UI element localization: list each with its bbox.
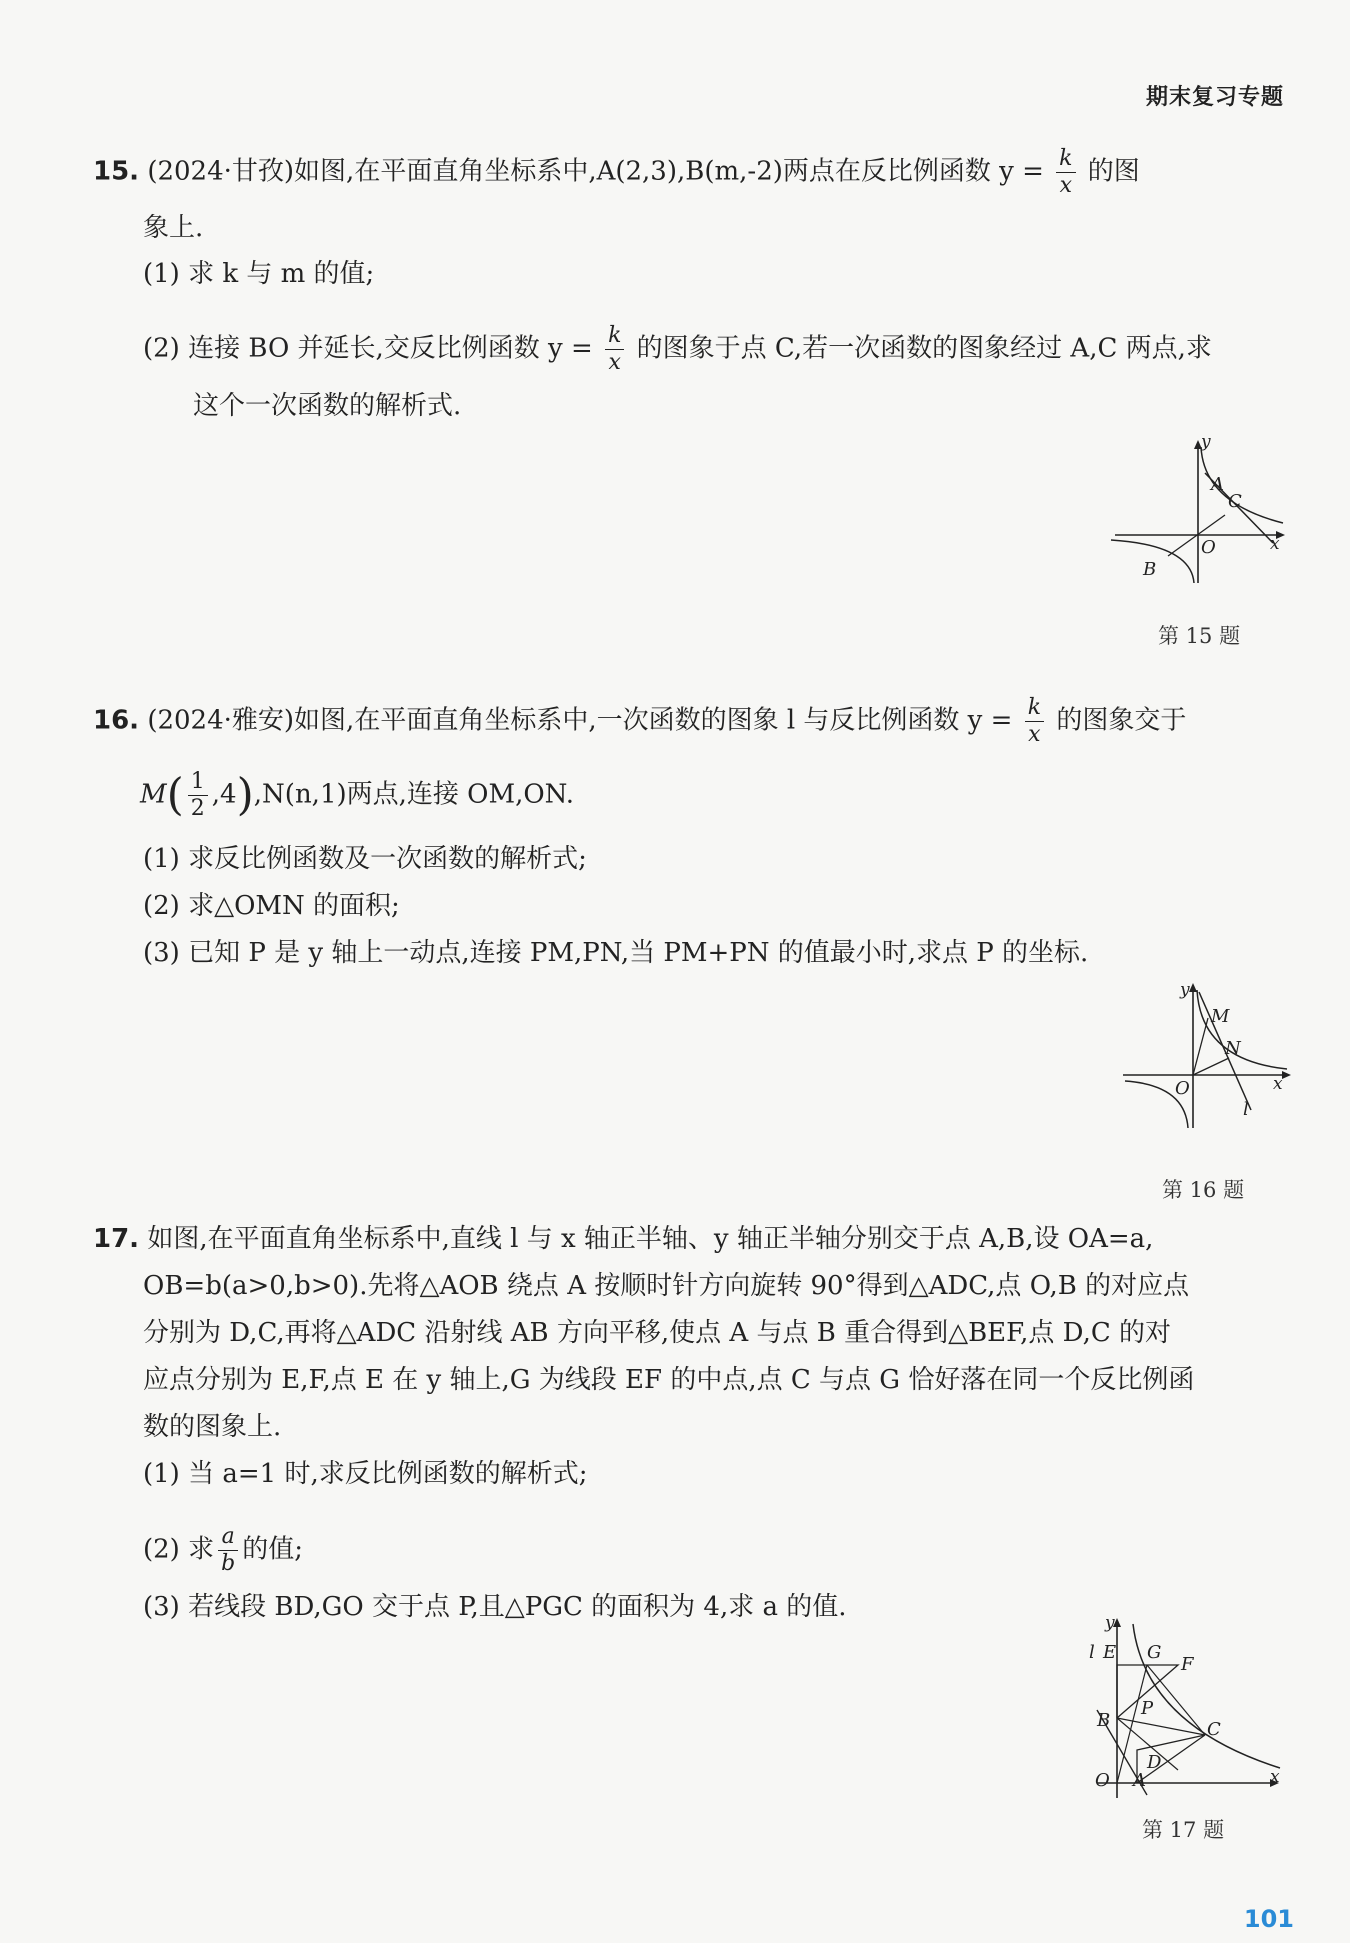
q15-part2-fraction: [605, 325, 624, 374]
q16-part3: (3) 已知 P 是 y 轴上一动点,连接 PM,PN,当 PM+PN 的值最小时,求点 P 的坐标.: [143, 938, 1089, 968]
q16-part1: (1) 求反比例函数及一次函数的解析式;: [143, 844, 587, 874]
q16-point-m: M: [140, 779, 167, 810]
q15-part2-frac-denominator: x: [608, 350, 621, 375]
q15-label-b: B: [1143, 559, 1157, 580]
q15-part1: (1) 求 k 与 m 的值;: [143, 259, 375, 289]
q15-frac-numerator: k: [1056, 148, 1075, 173]
q16-label-o: O: [1175, 1078, 1190, 1099]
q17-label-b: B: [1097, 1710, 1111, 1731]
q16-stem-part1: (2024·雅安)如图,在平面直角坐标系中,一次函数的图象 l 与反比例函数 y =: [147, 705, 1013, 736]
q15-caption: 第 15 题: [1158, 624, 1241, 648]
q17-part2-text-b: 的值;: [242, 1534, 303, 1565]
q17-stem-line2: OB=b(a>0,b>0).先将△AOB 绕点 A 按顺时针方向旋转 90°得到△ADC,点 O,B 的对应点: [143, 1271, 1190, 1301]
q15-part2-frac-numerator: k: [605, 325, 624, 350]
q17-part1: (1) 当 a=1 时,求反比例函数的解析式;: [143, 1459, 588, 1489]
q16-label-x: x: [1273, 1074, 1283, 1094]
q15-stem-line2: 象上.: [143, 213, 204, 243]
q17-label-y: y: [1105, 1613, 1115, 1633]
q16-half-numerator: 1: [188, 771, 208, 796]
q17-fraction-a-over-b: [218, 1526, 238, 1575]
q15-label-o: O: [1201, 537, 1216, 558]
q15-part2-line1: [143, 325, 1212, 374]
q17-figure: [1075, 1610, 1295, 1800]
q17-caption: 第 17 题: [1142, 1818, 1225, 1842]
q15-line1: [93, 148, 1140, 197]
q16-label-y: y: [1180, 980, 1190, 1000]
q17-segment-go: [1117, 1665, 1147, 1783]
q16-segment-on: [1193, 1058, 1229, 1075]
q16-line2: [140, 771, 574, 820]
page-number: 101: [1243, 1905, 1294, 1933]
q16-figure: [1115, 980, 1295, 1130]
q17-label-g: G: [1147, 1642, 1162, 1663]
q15-label-a: A: [1211, 474, 1224, 495]
q17-segment-gc: [1147, 1665, 1205, 1735]
q16-y-arrow-icon: [1189, 983, 1197, 992]
q15-label-y: y: [1201, 435, 1211, 452]
q16-curve-q1: [1197, 990, 1287, 1069]
q16-frac-numerator: k: [1025, 697, 1044, 722]
q17-part3: (3) 若线段 BD,GO 交于点 P,且△PGC 的面积为 4,求 a 的值.: [143, 1592, 847, 1622]
page-header-title: 期末复习专题: [1145, 85, 1284, 110]
q17-label-a: A: [1133, 1770, 1146, 1791]
q15-frac-denominator: x: [1059, 173, 1073, 198]
q15-part2-text-b: 的图象于点 C,若一次函数的图象经过 A,C 两点,求: [636, 333, 1212, 364]
q17-frac-denominator: b: [221, 1551, 236, 1576]
q16-number: 16.: [93, 705, 140, 736]
q16-paren-open: (: [166, 769, 184, 821]
q15-number: 15.: [93, 156, 140, 187]
q16-label-n: N: [1225, 1038, 1241, 1059]
q16-half-denominator: 2: [190, 796, 205, 821]
q16-label-m: M: [1211, 1006, 1230, 1027]
q17-label-x: x: [1270, 1767, 1280, 1787]
q16-segment-om: [1193, 1018, 1208, 1075]
q15-label-c: C: [1228, 491, 1242, 512]
q16-x-arrow-icon: [1282, 1071, 1291, 1079]
q17-stem-line4: 应点分别为 E,F,点 E 在 y 轴上,G 为线段 EF 的中点,点 C 与点 G 恰好落在同一个反比例函: [143, 1365, 1195, 1395]
q17-label-d: D: [1147, 1752, 1162, 1773]
q17-frac-numerator: a: [218, 1526, 238, 1551]
q17-label-o: O: [1095, 1770, 1110, 1791]
q17-label-l: l: [1089, 1642, 1095, 1663]
q17-part2-text-a: (2) 求: [143, 1534, 215, 1565]
q16-paren-close: ): [236, 769, 254, 821]
q16-frac-denominator: x: [1028, 722, 1041, 747]
q17-stem-line1: 如图,在平面直角坐标系中,直线 l 与 x 轴正半轴、y 轴正半轴分别交于点 A,B,设 OA=a,: [147, 1224, 1154, 1254]
q17-label-c: C: [1207, 1719, 1221, 1740]
q15-stem-part2: 的图: [1087, 156, 1140, 187]
q15-stem-part1: (2024·甘孜)如图,在平面直角坐标系中,A(2,3),B(m,-2)两点在反比例函数 y =: [147, 156, 1044, 187]
q15-part2-text-a: (2) 连接 BO 并延长,交反比例函数 y =: [143, 333, 593, 364]
q17-number: 17.: [93, 1224, 140, 1254]
q17-label-p: P: [1141, 1698, 1154, 1719]
q17-stem-line3: 分别为 D,C,再将△ADC 沿射线 AB 方向平移,使点 A 与点 B 重合得到△BEF,点 D,C 的对: [143, 1318, 1172, 1348]
q16-stem-part2: 的图象交于: [1056, 705, 1187, 736]
q15-label-x: x: [1270, 534, 1280, 554]
q15-fraction-k-over-x: [1056, 148, 1075, 197]
q17-part2: [143, 1526, 303, 1575]
q16-caption: 第 16 题: [1162, 1178, 1245, 1202]
q16-label-l: l: [1243, 1099, 1249, 1120]
q15-part2-line2: 这个一次函数的解析式.: [193, 391, 462, 421]
q16-fraction-k-over-x: [1025, 697, 1044, 746]
q16-line1: [93, 697, 1186, 746]
q17-stem-line5: 数的图象上.: [143, 1412, 282, 1442]
q17-label-f: F: [1181, 1654, 1194, 1675]
q16-stem-part3: ,N(n,1)两点,连接 OM,ON.: [253, 779, 575, 810]
q17-label-e: E: [1103, 1642, 1117, 1663]
q16-half-fraction: [188, 771, 208, 820]
q15-figure: [1105, 435, 1290, 585]
q16-m-y: ,4: [211, 779, 237, 810]
q16-part2: (2) 求△OMN 的面积;: [143, 891, 400, 921]
q17-line1: [93, 1223, 1153, 1255]
